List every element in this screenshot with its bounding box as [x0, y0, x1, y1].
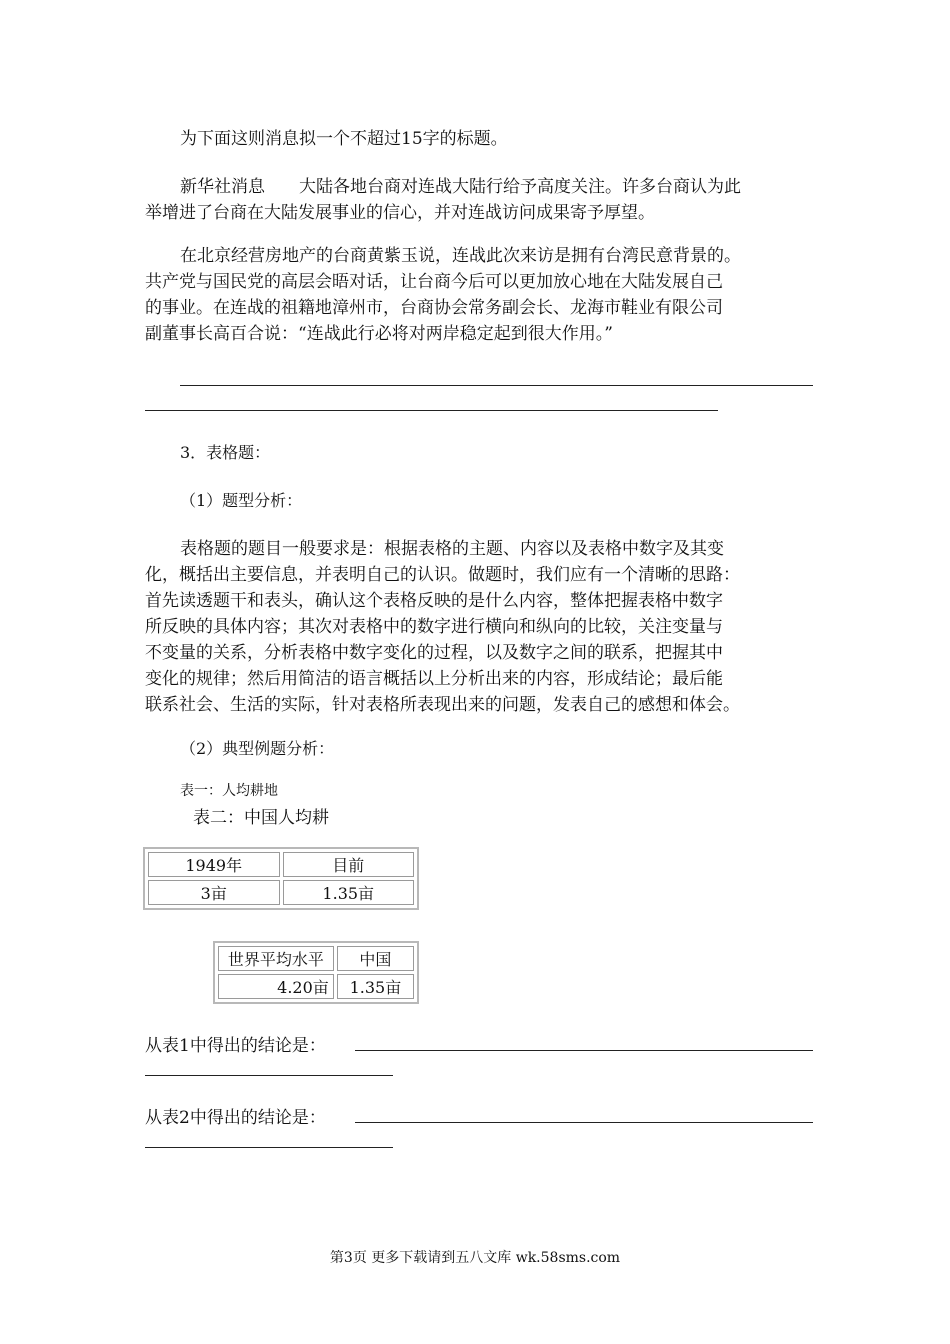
table-row — [218, 974, 414, 999]
table1-caption: 表一：人均耕地 — [180, 783, 278, 799]
analysis-line-4: 所反映的具体内容；其次对表格中的数字进行横向和纵向的比较，关注变量与 — [145, 617, 723, 637]
news-para2-line3: 的事业。在连战的祖籍地漳州市，台商协会常务副会长、龙海市鞋业有限公司 — [145, 298, 723, 318]
table-row — [148, 880, 414, 905]
conclusion-2-answer-line[interactable] — [355, 1122, 813, 1123]
analysis-line-6: 变化的规律；然后用简洁的语言概括以上分析出来的内容，形成结论；最后能 — [145, 669, 723, 689]
news-para2-line4: 副董事长高百合说：“连战此行必将对两岸稳定起到很大作用。” — [145, 324, 613, 344]
table1-header-current: 目前 — [283, 852, 415, 877]
news-para2-line1: 在北京经营房地产的台商黄紫玉说，连战此次来访是拥有台湾民意背景的。 — [180, 246, 741, 266]
conclusion-2-label: 从表2中得出的结论是： — [145, 1108, 326, 1128]
table1-value-1949: 3亩 — [148, 880, 280, 905]
page-footer: 第3页 更多下载请到五八文库 wk.58sms.com — [329, 1250, 621, 1266]
conclusion-2-answer-line[interactable] — [145, 1147, 393, 1148]
analysis-line-1: 表格题的题目一般要求是：根据表格的主题、内容以及表格中数字及其变 — [180, 539, 724, 559]
table2-header-china: 中国 — [337, 946, 414, 971]
analysis-line-3: 首先读透题干和表头，确认这个表格反映的是什么内容，整体把握表格中数字 — [145, 591, 723, 611]
conclusion-1-answer-line[interactable] — [145, 1075, 393, 1076]
table2-value-world: 4.20亩 — [218, 974, 334, 999]
analysis-line-5: 不变量的关系，分析表格中数字变化的过程，以及数字之间的联系，把握其中 — [145, 643, 723, 663]
subheading-type-analysis: （1）题型分析： — [180, 491, 303, 510]
table1-header-1949: 1949年 — [148, 852, 280, 877]
answer-line — [145, 410, 718, 411]
table-row — [148, 852, 414, 877]
section-heading: 3．表格题： — [180, 443, 271, 462]
table-row — [218, 946, 414, 971]
table2-value-china: 1.35亩 — [337, 974, 414, 999]
analysis-line-2: 化，概括出主要信息，并表明自己的认识。做题时，我们应有一个清晰的思路： — [145, 565, 740, 585]
answer-line — [180, 385, 813, 386]
table2 — [213, 941, 419, 1004]
news-para2-line2: 共产党与国民党的高层会晤对话，让台商今后可以更加放心地在大陆发展自己 — [145, 272, 723, 292]
table1-value-current: 1.35亩 — [283, 880, 415, 905]
intro-prompt: 为下面这则消息拟一个不超过15字的标题。 — [180, 129, 508, 149]
table2-header-world: 世界平均水平 — [218, 946, 334, 971]
analysis-line-7: 联系社会、生活的实际，针对表格所表现出来的问题，发表自己的感想和体会。 — [145, 695, 740, 715]
news-para1-line1: 新华社消息 大陆各地台商对连战大陆行给予高度关注。许多台商认为此 — [180, 177, 741, 197]
table1 — [143, 847, 419, 910]
table2-caption: 表二：中国人均耕 — [193, 808, 329, 828]
conclusion-1-label: 从表1中得出的结论是： — [145, 1036, 326, 1056]
conclusion-1-answer-line[interactable] — [355, 1050, 813, 1051]
subheading-example-analysis: （2）典型例题分析： — [180, 739, 335, 758]
news-para1-line2: 举增进了台商在大陆发展事业的信心，并对连战访问成果寄予厚望。 — [145, 203, 655, 223]
